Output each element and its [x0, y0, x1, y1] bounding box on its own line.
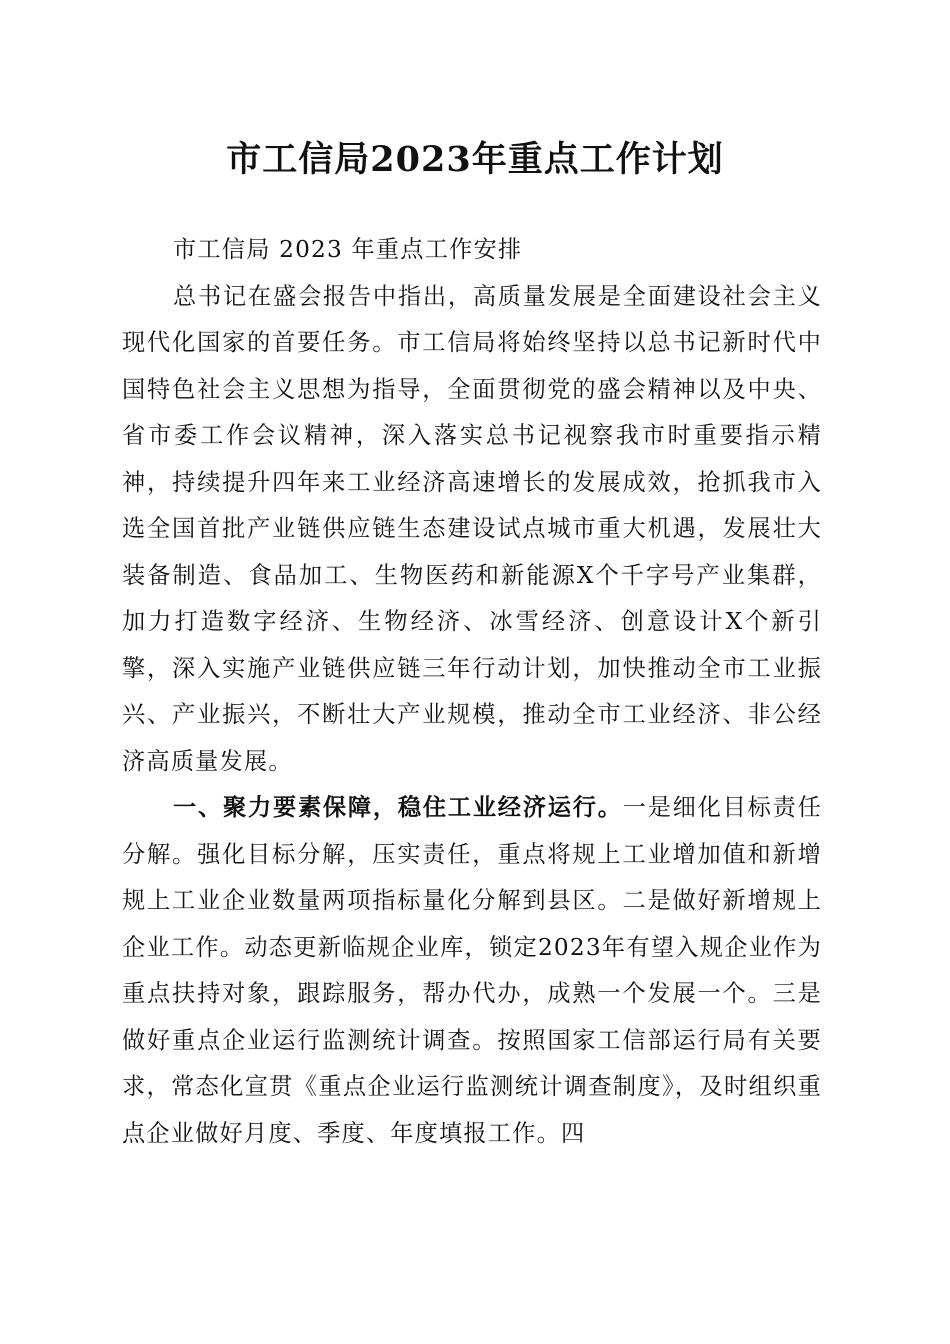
- section-1-heading: 一、聚力要素保障，稳住工业经济运行。: [173, 794, 623, 821]
- document-title: 市工信局2023年重点工作计划: [226, 139, 724, 180]
- intro-paragraph: 总书记在盛会报告中指出，高质量发展是全面建设社会主义现代化国家的首要任务。市工信局将始终坚持以总书记新时代中国特色社会主义思想为指导，全面贯彻党的盛会精神以及中央、省市委工作会议精神，深入落实总书记视察我市时重要指示精神，持续提升四年来工业经济高速增长的发展成效，抢抓我市入选全国首批产业链供应链生态建设试点城市重大机遇，发展壮大装备制造、食品加工、生物医药和新能源X个千字号产业集群，加力打造数字经济、生物经济、冰雪经济、创意设计X个新引擎，深入实施产业链供应链三年行动计划，加快推动全市工业振兴、产业振兴，不断壮大产业规模，推动全市工业经济、非公经济高质量发展。: [122, 282, 822, 775]
- document-body: [122, 227, 822, 1157]
- document-subtitle: 市工信局 2023 年重点工作安排: [173, 236, 523, 263]
- section-1-paragraph: [122, 785, 822, 1157]
- section-1-body: 一是细化目标责任分解。强化目标分解，压实责任，重点将规上工业增加值和新增规上工业企业数量两项指标量化分解到县区。二是做好新增规上企业工作。动态更新临规企业库，锁定2023年有望入规企业作为重点扶持对象，跟踪服务，帮办代办，成熟一个发展一个。三是做好重点企业运行监测统计调查。按照国家工信部运行局有关要求，常态化宣贯《重点企业运行监测统计调查制度》，及时组织重点企业做好月度、季度、年度填报工作。四: [122, 794, 822, 1147]
